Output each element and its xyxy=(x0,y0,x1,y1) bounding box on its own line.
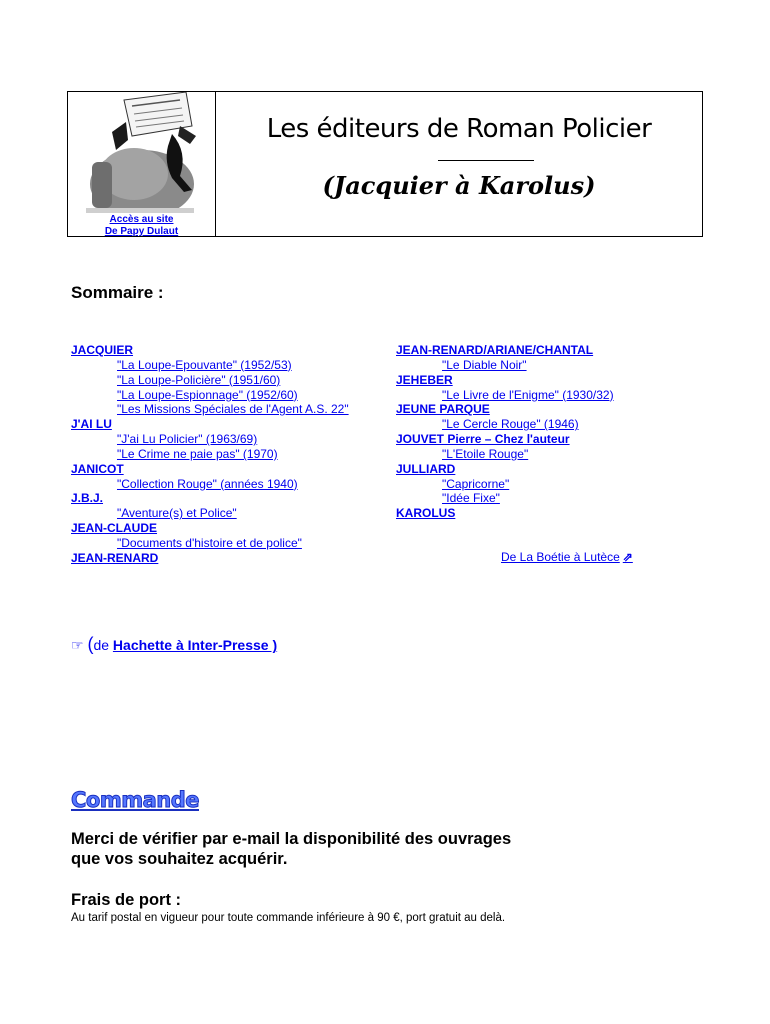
prev-page-link[interactable]: De La Boétie à Lutèce ⇗ xyxy=(501,550,633,564)
collection-link[interactable]: "La Loupe-Epouvante" (1952/53) xyxy=(117,357,292,372)
publisher-link[interactable]: JANICOT xyxy=(71,461,124,476)
papy-dulaut-link-line1[interactable]: Accès au site xyxy=(109,214,174,225)
collection-link[interactable]: "Les Missions Spéciales de l'Agent A.S. 22" xyxy=(117,402,349,417)
collection-link[interactable]: "Le Crime ne paie pas" (1970) xyxy=(117,446,278,461)
papy-dulaut-link-line2[interactable]: De Papy Dulaut xyxy=(104,226,179,237)
availability-notice: Merci de vérifier par e-mail la disponibilité des ouvrages que vos souhaitez acquérir. xyxy=(71,830,512,868)
publisher-link[interactable]: J'AI LU xyxy=(71,417,112,432)
collection-link[interactable]: "La Loupe-Espionnage" (1952/60) xyxy=(117,387,298,402)
publisher-link[interactable]: JEAN-RENARD xyxy=(71,550,159,565)
shipping-terms: Au tarif postal en vigueur pour toute commande inférieure à 90 €, port gratuit au delà. xyxy=(71,912,506,924)
collection-link[interactable]: "Aventure(s) et Police" xyxy=(117,506,237,521)
publisher-link[interactable]: JACQUIER xyxy=(71,343,134,357)
title-divider xyxy=(438,160,534,161)
hand-pointer-icon: ☞ xyxy=(71,637,84,653)
publisher-link[interactable]: JEAN-CLAUDE xyxy=(71,521,158,536)
collection-link[interactable]: "Documents d'histoire et de police" xyxy=(117,535,302,550)
toc-left-column xyxy=(71,343,349,566)
publisher-link[interactable]: JULLIARD xyxy=(396,461,456,476)
collection-link[interactable]: "Le Cercle Rouge" (1946) xyxy=(442,417,579,432)
publisher-link[interactable]: JEUNE PARQUE xyxy=(396,402,490,417)
publisher-link[interactable]: KAROLUS xyxy=(396,506,456,521)
collection-link[interactable]: "Le Livre de l'Enigme" (1930/32) xyxy=(442,387,614,402)
logo-cell xyxy=(68,92,216,236)
page-subtitle: (Jacquier à Karolus) xyxy=(322,171,596,200)
publisher-link[interactable]: JOUVET Pierre – Chez l'auteur xyxy=(396,432,570,447)
collection-link[interactable]: "Collection Rouge" (années 1940) xyxy=(117,476,298,491)
collection-link[interactable]: "La Loupe-Policière" (1951/60) xyxy=(117,372,281,387)
publisher-link[interactable]: JEAN-RENARD/ARIANE/CHANTAL xyxy=(396,343,594,357)
publisher-link[interactable]: JEHEBER xyxy=(396,372,453,387)
next-page-link[interactable]: Hachette à Inter-Presse ) xyxy=(112,637,278,653)
publisher-link[interactable]: J.B.J. xyxy=(71,491,104,506)
toc-right-column xyxy=(396,343,614,521)
header-table xyxy=(67,91,703,237)
title-cell xyxy=(216,92,702,236)
next-page-nav: ☞ (de Hachette à Inter-Presse ) xyxy=(71,634,278,654)
page-title: Les éditeurs de Roman Policier xyxy=(266,114,652,144)
commande-heading[interactable]: Commande xyxy=(71,788,199,812)
collection-link[interactable]: "Capricorne" xyxy=(442,476,510,491)
papy-dulaut-illustration[interactable] xyxy=(84,92,198,213)
shipping-heading: Frais de port : xyxy=(71,891,182,909)
arrow-up-right-icon: ⇗ xyxy=(622,550,633,564)
sommaire-heading: Sommaire : xyxy=(71,283,164,302)
collection-link[interactable]: "Le Diable Noir" xyxy=(442,357,527,372)
collection-link[interactable]: "L'Etoile Rouge" xyxy=(442,446,529,461)
collection-link[interactable]: "Idée Fixe" xyxy=(442,491,500,506)
collection-link[interactable]: "J'ai Lu Policier" (1963/69) xyxy=(117,432,258,447)
